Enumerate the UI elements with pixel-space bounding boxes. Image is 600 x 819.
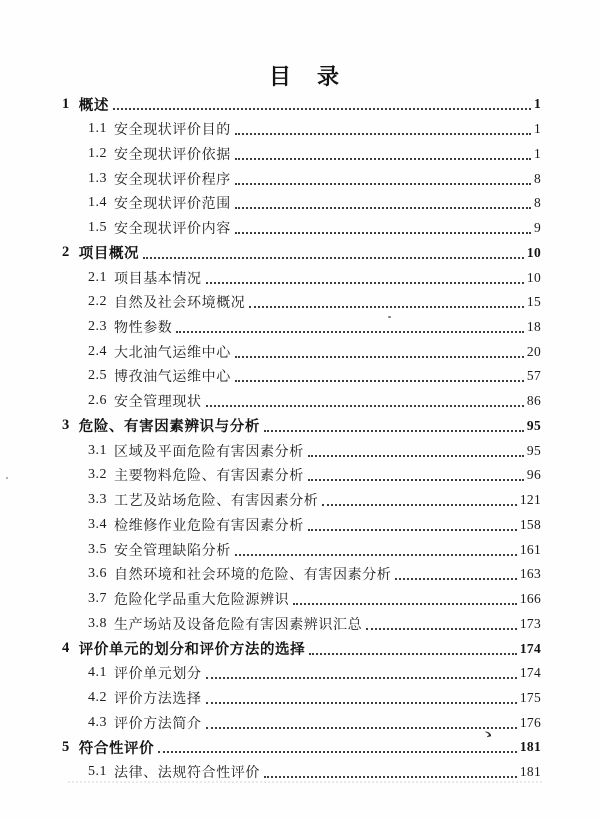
- dotted-leader: [206, 677, 517, 679]
- toc-entry-page: 95: [526, 417, 541, 433]
- toc-entry: [0, 686, 600, 711]
- toc-entry-page: 96: [526, 467, 541, 483]
- toc-entry-label: 安全管理缺陷分析: [114, 543, 231, 559]
- toc-entry-label: 项目基本情况: [114, 271, 202, 287]
- toc-entry-number: 3.7: [88, 591, 107, 607]
- dotted-leader: [206, 727, 517, 729]
- toc-entry-label: 生产场站及设备危险有害因素辨识汇总: [114, 617, 363, 633]
- toc-list: [0, 92, 600, 785]
- toc-entry: [0, 364, 600, 389]
- toc-entry: [0, 141, 600, 166]
- toc-entry-page: 181: [519, 739, 541, 755]
- toc-entry-label: 主要物料危险、有害因素分析: [114, 469, 304, 485]
- toc-entry-page: 175: [519, 689, 541, 705]
- toc-entry-number: 3.4: [88, 516, 107, 532]
- toc-entry-label: 自然环境和社会环境的危险、有害因素分析: [114, 568, 392, 584]
- toc-entry-page: 9: [533, 220, 541, 236]
- toc-entry: [0, 414, 600, 439]
- toc-entry-label: 自然及社会环境概况: [114, 296, 246, 312]
- toc-entry-page: 8: [533, 170, 541, 186]
- page-title: 目 录: [268, 64, 341, 89]
- dotted-leader: [235, 133, 531, 135]
- toc-entry-number: 5: [62, 738, 70, 755]
- dotted-leader: [264, 430, 524, 432]
- toc-entry-page: 10: [526, 244, 541, 260]
- dotted-leader: [143, 257, 524, 259]
- toc-entry-label: 符合性评价: [78, 740, 155, 757]
- toc-entry-number: 2.5: [88, 368, 107, 384]
- toc-entry-number: 4.2: [88, 689, 107, 705]
- toc-entry-label: 评价单元的划分和评价方法的选择: [78, 642, 306, 659]
- toc-entry-page: 18: [526, 318, 541, 334]
- toc-entry: [0, 735, 600, 760]
- toc-entry: [0, 611, 600, 636]
- toc-entry-label: 检维修作业危险有害因素分析: [114, 518, 304, 534]
- dotted-leader: [366, 628, 517, 630]
- toc-entry-number: 1: [62, 95, 70, 112]
- toc-entry: [0, 488, 600, 513]
- dotted-leader: [235, 356, 524, 358]
- scan-speck: [388, 316, 391, 318]
- toc-entry-number: 3: [62, 417, 70, 434]
- toc-entry-page: 1: [533, 96, 541, 112]
- toc-entry-page: 1: [533, 145, 541, 161]
- dotted-leader: [293, 603, 517, 605]
- dotted-leader: [158, 751, 517, 753]
- toc-entry: [0, 463, 600, 488]
- dotted-leader: [206, 702, 517, 704]
- dotted-leader: [308, 455, 524, 457]
- toc-entry-label: 工艺及站场危险、有害因素分析: [114, 494, 319, 510]
- dotted-leader: [235, 158, 531, 160]
- dotted-leader: [235, 183, 531, 185]
- toc-entry-number: 2.6: [88, 393, 107, 409]
- toc-entry: [0, 315, 600, 340]
- dotted-leader: [395, 578, 516, 580]
- toc-entry-number: 4: [62, 640, 70, 657]
- dotted-leader: [235, 207, 531, 209]
- dotted-leader: [308, 479, 524, 481]
- toc-entry-label: 区域及平面危险有害因素分析: [114, 444, 304, 460]
- toc-entry-page: 166: [519, 591, 541, 607]
- toc-entry: [0, 710, 600, 735]
- toc-entry-label: 危险化学品重大危险源辨识: [114, 593, 290, 609]
- toc-entry-page: 174: [519, 640, 541, 656]
- toc-entry-label: 安全现状评价内容: [114, 222, 231, 238]
- toc-entry-label: 评价方法简介: [114, 716, 202, 732]
- dotted-leader: [206, 282, 524, 284]
- toc-entry-number: 4.3: [88, 714, 107, 730]
- dotted-leader: [176, 331, 523, 333]
- toc-entry-page: 173: [519, 615, 541, 631]
- toc-entry-number: 1.2: [88, 145, 107, 161]
- handwritten-scribble-mark: ゝ: [480, 726, 497, 745]
- toc-entry-page: 174: [519, 665, 541, 681]
- toc-entry-label: 博孜油气运维中心: [114, 370, 231, 386]
- toc-entry-page: 86: [526, 393, 541, 409]
- toc-entry-number: 3.6: [88, 566, 107, 582]
- toc-entry: [0, 537, 600, 562]
- toc-entry-number: 3.1: [88, 442, 107, 458]
- toc-entry-label: 概述: [78, 97, 109, 114]
- toc-entry-label: 大北油气运维中心: [114, 345, 231, 361]
- toc-entry-page: 158: [519, 516, 541, 532]
- dotted-leader: [235, 554, 517, 556]
- toc-entry-page: 161: [519, 541, 541, 557]
- dotted-leader: [206, 405, 524, 407]
- toc-entry-number: 3.5: [88, 541, 107, 557]
- dotted-leader: [309, 653, 517, 655]
- toc-entry: [0, 661, 600, 686]
- toc-entry-number: 1.3: [88, 170, 107, 186]
- toc-entry-label: 安全现状评价目的: [114, 123, 231, 139]
- toc-entry: [0, 389, 600, 414]
- toc-entry: [0, 240, 600, 265]
- toc-entry-page: 163: [519, 566, 541, 582]
- toc-entry-label: 法律、法规符合性评价: [114, 766, 260, 782]
- toc-entry-page: 57: [526, 368, 541, 384]
- toc-entry-number: 2.4: [88, 343, 107, 359]
- toc-entry-number: 2.2: [88, 294, 107, 310]
- dotted-leader: [113, 108, 531, 110]
- toc-entry-label: 项目概况: [78, 246, 140, 263]
- dotted-leader: [322, 504, 516, 506]
- toc-entry-label: 安全现状评价范围: [114, 197, 231, 213]
- toc-entry-number: 1.5: [88, 220, 107, 236]
- toc-entry-number: 2: [62, 244, 70, 261]
- toc-entry: [0, 216, 600, 241]
- toc-entry-number: 2.3: [88, 318, 107, 334]
- toc-entry-page: 10: [526, 269, 541, 285]
- dotted-leader: [308, 529, 517, 531]
- toc-entry: [0, 636, 600, 661]
- toc-entry: [0, 265, 600, 290]
- toc-entry-label: 安全现状评价程序: [114, 172, 231, 188]
- toc-entry-page: 15: [526, 294, 541, 310]
- toc-entry: [0, 438, 600, 463]
- dotted-leader: [264, 776, 517, 778]
- toc-entry-page: 1: [533, 121, 541, 137]
- toc-entry: [0, 191, 600, 216]
- toc-entry: [0, 166, 600, 191]
- toc-entry-number: 1.1: [88, 121, 107, 137]
- toc-entry-page: 8: [533, 195, 541, 211]
- toc-entry-number: 4.1: [88, 665, 107, 681]
- toc-entry-label: 安全管理现状: [114, 395, 202, 411]
- toc-entry: [0, 562, 600, 587]
- toc-entry-label: 安全现状评价依据: [114, 147, 231, 163]
- dotted-leader: [249, 306, 523, 308]
- toc-entry-label: 物性参数: [114, 320, 173, 336]
- dotted-leader: [235, 232, 531, 234]
- toc-entry: [0, 512, 600, 537]
- dotted-leader: [235, 380, 524, 382]
- toc-entry-number: 1.4: [88, 195, 107, 211]
- toc-entry-number: 5.1: [88, 764, 107, 780]
- toc-entry-page: 121: [519, 492, 541, 508]
- toc-entry-page: 20: [526, 343, 541, 359]
- toc-entry-label: 危险、有害因素辨识与分析: [78, 419, 260, 436]
- toc-entry: [0, 587, 600, 612]
- toc-entry-label: 评价方法选择: [114, 691, 202, 707]
- toc-entry: [0, 117, 600, 142]
- toc-entry-number: 3.2: [88, 467, 107, 483]
- toc-entry-number: 3.8: [88, 615, 107, 631]
- toc-entry-label: 评价单元划分: [114, 667, 202, 683]
- toc-entry-page: 176: [519, 714, 541, 730]
- toc-entry-number: 2.1: [88, 269, 107, 285]
- toc-entry-page: 181: [519, 764, 541, 780]
- toc-entry-page: 95: [526, 442, 541, 458]
- toc-entry: [0, 92, 600, 117]
- scan-speck: [6, 477, 8, 479]
- toc-entry: [0, 290, 600, 315]
- toc-entry: [0, 339, 600, 364]
- scan-ghost-line: [68, 781, 542, 783]
- toc-entry-number: 3.3: [88, 492, 107, 508]
